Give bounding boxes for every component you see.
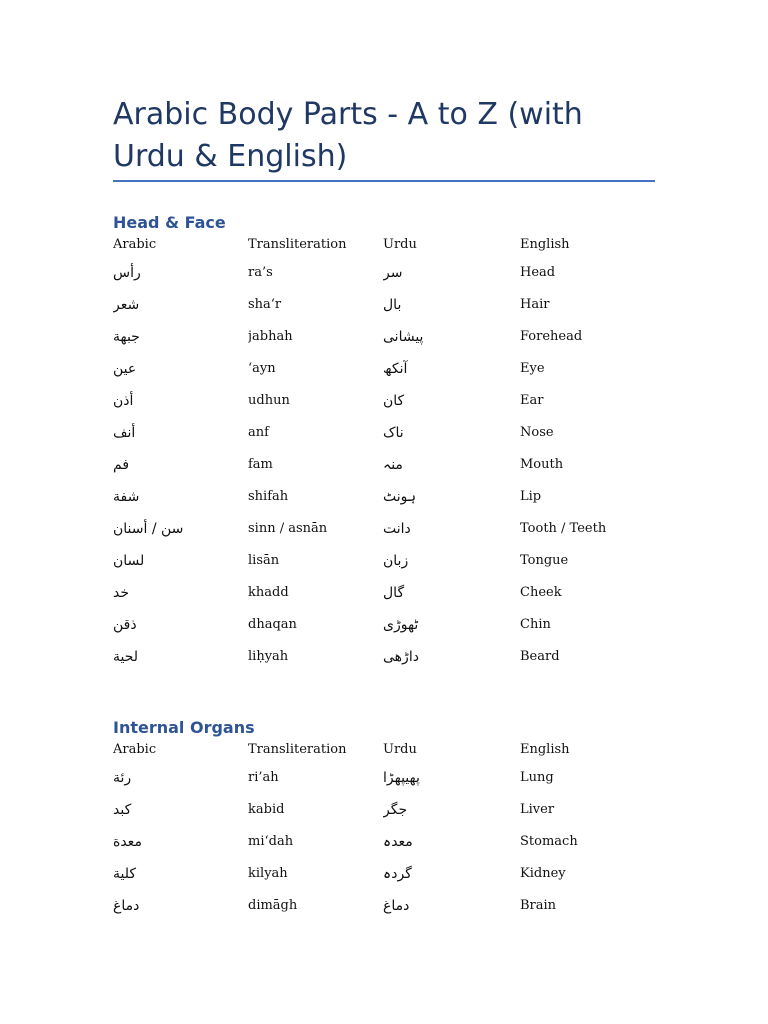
transliteration: kabid bbox=[248, 802, 285, 817]
english-word: Brain bbox=[520, 898, 557, 913]
transliteration: kilyah bbox=[248, 866, 288, 881]
english-word: Nose bbox=[520, 425, 554, 440]
urdu-word: منہ bbox=[383, 457, 403, 473]
transliteration: dimāgh bbox=[248, 898, 298, 913]
header-arabic: Arabic bbox=[113, 742, 157, 757]
transliteration: fam bbox=[248, 457, 273, 472]
urdu-word: سر bbox=[383, 265, 403, 281]
section-internal-organs bbox=[113, 718, 655, 928]
arabic-word: لحية bbox=[113, 649, 139, 665]
document-title: Arabic Body Parts - A to Z (with Urdu & English) bbox=[113, 97, 583, 174]
urdu-word: گال bbox=[383, 585, 405, 601]
transliteration: ‘ayn bbox=[248, 361, 276, 376]
english-word: Kidney bbox=[520, 866, 566, 881]
arabic-word: سن / أسنان bbox=[113, 521, 184, 537]
english-word: Chin bbox=[520, 617, 551, 632]
urdu-word: بال bbox=[383, 297, 402, 313]
transliteration: shifah bbox=[248, 489, 289, 504]
english-word: Hair bbox=[520, 297, 550, 312]
urdu-word: آنکھ bbox=[383, 361, 408, 377]
urdu-word: معدہ bbox=[383, 834, 413, 850]
header-english: English bbox=[520, 237, 570, 252]
arabic-word: كبد bbox=[113, 802, 132, 818]
urdu-word: ٹھوڑی bbox=[383, 617, 419, 633]
english-word: Lung bbox=[520, 770, 554, 785]
transliteration: anf bbox=[248, 425, 269, 440]
transliteration: lisān bbox=[248, 553, 280, 568]
arabic-word: خد bbox=[113, 585, 130, 601]
transliteration: ra’s bbox=[248, 265, 273, 280]
english-word: Eye bbox=[520, 361, 545, 376]
transliteration: ri’ah bbox=[248, 770, 279, 785]
english-word: Cheek bbox=[520, 585, 562, 600]
transliteration: dhaqan bbox=[248, 617, 297, 632]
transliteration: mi‘dah bbox=[248, 834, 294, 849]
english-word: Tongue bbox=[520, 553, 569, 568]
section-heading: Head & Face bbox=[113, 213, 226, 232]
english-word: Tooth / Teeth bbox=[520, 521, 607, 536]
table-row bbox=[113, 327, 655, 359]
section-head-face bbox=[113, 213, 655, 679]
urdu-word: گردہ bbox=[383, 866, 412, 882]
table-row bbox=[113, 615, 655, 647]
english-word: Ear bbox=[520, 393, 544, 408]
arabic-word: لسان bbox=[113, 553, 145, 569]
table-row bbox=[113, 519, 655, 551]
urdu-word: ناک bbox=[383, 425, 404, 441]
table-header-row bbox=[113, 235, 655, 263]
arabic-word: أذن bbox=[113, 393, 134, 409]
english-word: Head bbox=[520, 265, 556, 280]
table-row bbox=[113, 455, 655, 487]
arabic-word: رأس bbox=[113, 265, 141, 281]
header-arabic: Arabic bbox=[113, 237, 157, 252]
header-transliteration: Transliteration bbox=[248, 237, 347, 252]
english-word: Lip bbox=[520, 489, 542, 504]
table-row bbox=[113, 391, 655, 423]
table-row bbox=[113, 423, 655, 455]
header-english: English bbox=[520, 742, 570, 757]
english-word: Forehead bbox=[520, 329, 583, 344]
arabic-word: جبهة bbox=[113, 329, 140, 345]
table-row bbox=[113, 647, 655, 679]
table-row bbox=[113, 295, 655, 327]
transliteration: sinn / asnān bbox=[248, 521, 328, 536]
arabic-word: أنف bbox=[113, 425, 136, 441]
table-row bbox=[113, 832, 655, 864]
urdu-word: دماغ bbox=[383, 898, 410, 914]
table-row bbox=[113, 864, 655, 896]
english-word: Liver bbox=[520, 802, 555, 817]
transliteration: udhun bbox=[248, 393, 290, 408]
table-header-row bbox=[113, 740, 655, 768]
title-underline bbox=[113, 180, 655, 182]
section-heading: Internal Organs bbox=[113, 718, 255, 737]
table-row bbox=[113, 487, 655, 519]
arabic-word: شفة bbox=[113, 489, 140, 505]
urdu-word: پھیپھڑا bbox=[383, 770, 420, 786]
urdu-word: داڑھی bbox=[383, 649, 419, 665]
vocabulary-table bbox=[113, 235, 655, 679]
english-word: Mouth bbox=[520, 457, 564, 472]
arabic-word: عين bbox=[113, 361, 137, 377]
urdu-word: دانت bbox=[383, 521, 411, 537]
table-row bbox=[113, 800, 655, 832]
arabic-word: كلية bbox=[113, 866, 137, 882]
arabic-word: معدة bbox=[113, 834, 142, 850]
transliteration: khadd bbox=[248, 585, 289, 600]
header-transliteration: Transliteration bbox=[248, 742, 347, 757]
english-word: Beard bbox=[520, 649, 560, 664]
arabic-word: شعر bbox=[113, 297, 140, 313]
table-row bbox=[113, 896, 655, 928]
arabic-word: دماغ bbox=[113, 898, 140, 914]
vocabulary-table bbox=[113, 740, 655, 928]
transliteration: sha‘r bbox=[248, 297, 282, 312]
table-row bbox=[113, 583, 655, 615]
table-row bbox=[113, 768, 655, 800]
english-word: Stomach bbox=[520, 834, 578, 849]
arabic-word: ذقن bbox=[113, 617, 137, 633]
arabic-word: رئة bbox=[113, 770, 132, 786]
urdu-word: پیشانی bbox=[383, 329, 424, 345]
urdu-word: جگر bbox=[383, 802, 408, 818]
table-row bbox=[113, 359, 655, 391]
table-row bbox=[113, 263, 655, 295]
urdu-word: کان bbox=[383, 393, 405, 409]
transliteration: jabhah bbox=[248, 329, 293, 344]
urdu-word: ہونٹ bbox=[383, 489, 417, 505]
table-row bbox=[113, 551, 655, 583]
urdu-word: زبان bbox=[383, 553, 409, 569]
header-urdu: Urdu bbox=[383, 237, 417, 252]
transliteration: liḥyah bbox=[248, 649, 289, 664]
arabic-word: فم bbox=[113, 457, 130, 473]
header-urdu: Urdu bbox=[383, 742, 417, 757]
